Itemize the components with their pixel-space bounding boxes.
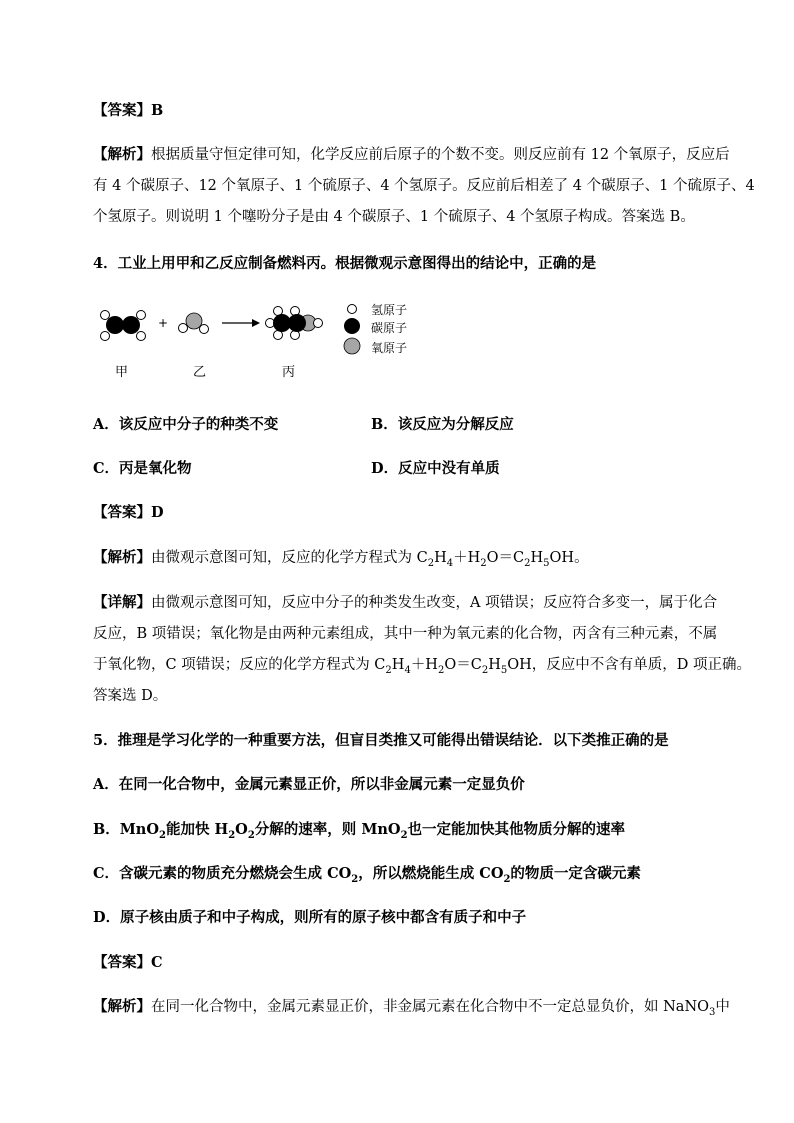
q4-analysis-line: 【解析】由微观示意图可知，反应的化学方程式为 $C_2H_4+H_2O=C_2H_5OH$。 [93, 549, 589, 569]
molecule-c [266, 307, 323, 340]
detail-tag: 【详解】 [93, 594, 151, 611]
q4-detail-line-4: 答案选 D。 [93, 688, 168, 704]
q3-analysis-line-3: 个氢原子。则说明 1 个噻吩分子是由 4 个碳原子、1 个硫原子、4 个氢原子构成。答案选 B。 [93, 209, 695, 225]
legend-carbon-label: 碳原子 [371, 321, 408, 335]
option-text: C．含碳元素的物质充分燃烧会生成 CO [93, 865, 352, 882]
hydrogen-atom [101, 311, 110, 320]
label-molecule-c: 丙 [282, 365, 296, 380]
analysis-tag: 【解析】 [93, 146, 151, 163]
detail-text: OH，反应中不含有单质，D 项正确。 [507, 657, 752, 673]
detail-text: 由微观示意图可知，反应中分子的种类发生改变，A 项错误；反应符合多变一，属于化合 [151, 595, 718, 611]
oxygen-atom [186, 313, 202, 329]
q4-detail-line-2: 反应，B 项错误；氧化物是由两种元素组成，其中一种为氧元素的化合物，丙含有三种元素，不属 [93, 626, 718, 642]
answer-value: D [151, 504, 164, 521]
analysis-tag: 【解析】 [93, 998, 151, 1015]
option-text: 分解的速率，则 MnO [254, 821, 401, 838]
answer-tag: 【答案】 [93, 102, 151, 119]
q5-answer-line [93, 953, 163, 973]
option-text: 的物质一定含碳元素 [510, 865, 641, 882]
answer-value: C [151, 954, 163, 971]
q5-option-a: A．在同一化合物中，金属元素显正价，所以非金属元素一定显负价 [93, 776, 525, 793]
legend-hydrogen-label: 氢原子 [371, 303, 408, 317]
option-text: 也一定能加快其他物质分解的速率 [407, 821, 626, 838]
q5-option-c: C．含碳元素的物质充分燃烧会生成 $CO_2$，所以燃烧能生成 $CO_2$的物质一定含碳元素 [93, 865, 641, 885]
analysis-text: 由微观示意图可知，反应的化学方程式为 C [151, 550, 428, 566]
plus-sign: + [158, 316, 169, 330]
analysis-text: 在同一化合物中，金属元素显正价，非金属元素在化合物中不一定总显负价，如 NaNO [151, 999, 710, 1015]
q3-analysis-line-1 [93, 145, 730, 165]
q5-stem: 5．推理是学习化学的一种重要方法，但盲目类推又可能得出错误结论．以下类推正确的是 [93, 732, 669, 749]
reaction-arrow [222, 319, 260, 327]
q4-detail-line-3: 于氧化物，C 项错误；反应的化学方程式为 $C_2H_4+H_2O=C_2H_5OH$，反应中不含有单质，D 项正确。 [93, 657, 752, 676]
carbon-atom [288, 314, 306, 332]
hydrogen-atom [314, 319, 323, 328]
answer-tag: 【答案】 [93, 504, 151, 521]
detail-text: 于氧化物，C 项错误；反应的化学方程式为 C [93, 657, 386, 673]
label-molecule-a: 甲 [115, 365, 129, 380]
legend-hydrogen-symbol [348, 305, 357, 314]
label-molecule-b: 乙 [193, 365, 207, 380]
molecule-b [179, 313, 209, 334]
answer-tag: 【答案】 [93, 954, 151, 971]
option-text: B．MnO [93, 821, 159, 838]
q3-analysis-line-2: 有 4 个碳原子、12 个氧原子、1 个硫原子、4 个氢原子。反应前后相差了 4 个碳原子、1 个硫原子、4 [93, 178, 755, 194]
q5-option-d: D．原子核由质子和中子构成，则所有的原子核中都含有质子和中子 [93, 909, 527, 926]
answer-value: B [151, 102, 164, 119]
q4-detail-line-1 [93, 593, 717, 613]
carbon-atom [122, 316, 140, 334]
analysis-tag: 【解析】 [93, 549, 151, 566]
analysis-text: 根据质量守恒定律可知，化学反应前后原子的个数不变。则反应前有 12 个氧原子，反应后 [151, 147, 730, 163]
q4-option-a: A．该反应中分子的种类不变 [93, 416, 279, 433]
q4-option-c: C．丙是氧化物 [93, 460, 192, 477]
option-text: 能加快 H [165, 821, 229, 838]
q5-option-b: B．MnO$_2$能加快 $H_2O_2$分解的速率，则 MnO$_2$也一定能加快其他物质分解的速率 [93, 821, 626, 841]
hydrogen-atom [137, 311, 146, 320]
legend-oxygen-label: 氧原子 [371, 341, 408, 355]
hydrogen-atom [179, 324, 188, 333]
molecule-a [101, 311, 146, 341]
hydrogen-atom [101, 332, 110, 341]
q4-option-b: B．该反应为分解反应 [371, 416, 514, 433]
q3-answer-line [93, 101, 163, 121]
q5-analysis-line: 【解析】在同一化合物中，金属元素显正价，非金属元素在化合物中不一定总显负价，如 NaNO$_3$中 [93, 998, 730, 1018]
reaction-diagram [90, 295, 410, 384]
legend-oxygen-symbol [344, 338, 360, 354]
option-text: ，所以燃烧能生成 CO [358, 865, 504, 882]
analysis-text: 中 [715, 999, 730, 1015]
molecule-diagram [90, 295, 410, 380]
hydrogen-atom [137, 332, 146, 341]
q4-stem: 4．工业上用甲和乙反应制备燃料丙。根据微观示意图得出的结论中，正确的是 [93, 255, 597, 272]
carbon-atom [106, 316, 124, 334]
q4-option-d: D．反应中没有单质 [371, 460, 500, 477]
q4-answer-line [93, 503, 164, 523]
legend-carbon-symbol [344, 318, 360, 334]
